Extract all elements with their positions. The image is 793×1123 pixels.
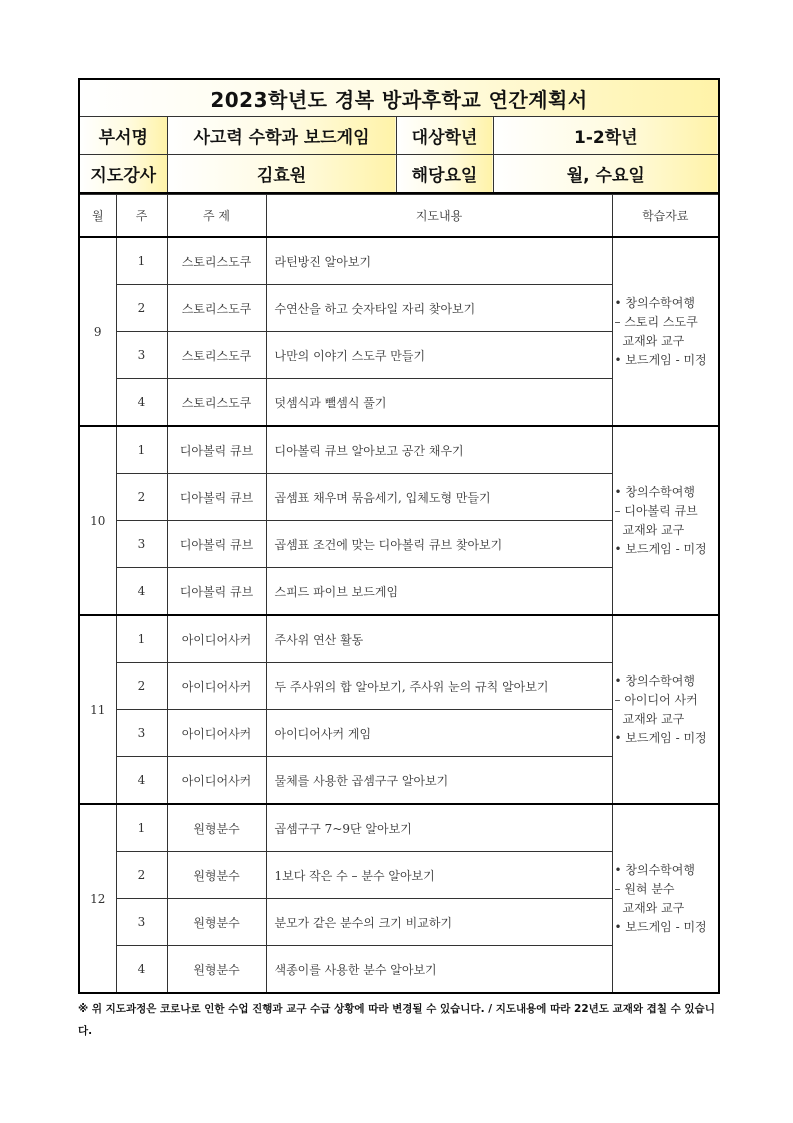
column-header-row: [79, 195, 719, 238]
department-value: 사고력 수학과 보드게임: [167, 117, 396, 155]
materials-line: • 보드게임 - 미정: [614, 919, 707, 934]
col-header-content: 지도내용: [266, 195, 612, 238]
week-cell: 2: [116, 852, 167, 899]
week-cell: 1: [116, 237, 167, 285]
col-header-month: 월: [79, 195, 116, 238]
content-cell: 두 주사위의 합 알아보기, 주사위 눈의 규칙 알아보기: [266, 663, 612, 710]
week-cell: 3: [116, 710, 167, 757]
content-cell: 곱셈표 조건에 맞는 디아볼릭 큐브 찾아보기: [266, 521, 612, 568]
department-label: 부서명: [79, 117, 167, 155]
schedule-table: [78, 194, 720, 994]
week-cell: 2: [116, 663, 167, 710]
month-cell: 9: [79, 237, 116, 426]
materials-line: – 아이디어 사커: [614, 692, 698, 707]
topic-cell: 스토리스도쿠: [167, 237, 266, 285]
month-cell: 12: [79, 804, 116, 993]
document-title: 2023학년도 경복 방과후학교 연간계획서: [79, 79, 719, 117]
materials-line: 교재와 교구: [622, 900, 685, 915]
week-cell: 4: [116, 757, 167, 805]
materials-line: • 보드게임 - 미정: [614, 541, 707, 556]
materials-cell: [612, 237, 719, 426]
topic-cell: 원형분수: [167, 899, 266, 946]
instructor-label: 지도강사: [79, 155, 167, 194]
content-cell: 분모가 같은 분수의 크기 비교하기: [266, 899, 612, 946]
topic-cell: 원형분수: [167, 852, 266, 899]
materials-line: • 보드게임 - 미정: [614, 730, 707, 745]
content-cell: 아이디어사커 게임: [266, 710, 612, 757]
col-header-week: 주: [116, 195, 167, 238]
week-cell: 1: [116, 804, 167, 852]
week-cell: 3: [116, 332, 167, 379]
topic-cell: 디아볼릭 큐브: [167, 568, 266, 616]
table-row: [79, 615, 719, 663]
col-header-materials: 학습자료: [612, 195, 719, 238]
week-cell: 4: [116, 568, 167, 616]
grade-value: 1-2학년: [493, 117, 719, 155]
week-cell: 3: [116, 899, 167, 946]
header-table: [78, 78, 720, 194]
materials-line: – 스토리 스도쿠: [614, 314, 698, 329]
content-cell: 디아볼릭 큐브 알아보고 공간 채우기: [266, 426, 612, 474]
content-cell: 곱셈표 채우며 묶음세기, 입체도형 만들기: [266, 474, 612, 521]
materials-line: • 창의수학여행: [614, 295, 695, 310]
footnote: ※ 위 지도과정은 코로나로 인한 수업 진행과 교구 수급 상황에 따라 변경될 수 있습니다. / 지도내용에 따라 22년도 교재와 겹칠 수 있습니다.: [78, 1003, 715, 1037]
content-cell: 스피드 파이브 보드게임: [266, 568, 612, 616]
week-cell: 2: [116, 474, 167, 521]
week-cell: 1: [116, 426, 167, 474]
content-cell: 색종이를 사용한 분수 알아보기: [266, 946, 612, 994]
topic-cell: 디아볼릭 큐브: [167, 426, 266, 474]
month-cell: 11: [79, 615, 116, 804]
content-cell: 주사위 연산 활동: [266, 615, 612, 663]
table-row: [79, 426, 719, 474]
topic-cell: 아이디어사커: [167, 663, 266, 710]
content-cell: 수연산을 하고 숫자타일 자리 찾아보기: [266, 285, 612, 332]
week-cell: 1: [116, 615, 167, 663]
materials-line: • 창의수학여행: [614, 484, 695, 499]
table-row: [79, 804, 719, 852]
topic-cell: 원형분수: [167, 946, 266, 994]
col-header-topic: 주 제: [167, 195, 266, 238]
week-cell: 4: [116, 946, 167, 994]
topic-cell: 원형분수: [167, 804, 266, 852]
week-cell: 3: [116, 521, 167, 568]
grade-label: 대상학년: [396, 117, 493, 155]
materials-line: – 디아볼릭 큐브: [614, 503, 698, 518]
topic-cell: 디아볼릭 큐브: [167, 474, 266, 521]
content-cell: 덧셈식과 뺄셈식 풀기: [266, 379, 612, 427]
day-value: 월, 수요일: [493, 155, 719, 194]
materials-cell: [612, 804, 719, 993]
content-cell: 곱셈구구 7~9단 알아보기: [266, 804, 612, 852]
topic-cell: 아이디어사커: [167, 710, 266, 757]
topic-cell: 아이디어사커: [167, 615, 266, 663]
annual-plan-document: [78, 78, 718, 994]
materials-line: • 창의수학여행: [614, 862, 695, 877]
materials-cell: [612, 615, 719, 804]
content-cell: 라틴방진 알아보기: [266, 237, 612, 285]
materials-line: 교재와 교구: [622, 711, 685, 726]
topic-cell: 아이디어사커: [167, 757, 266, 805]
content-cell: 1보다 작은 수 – 분수 알아보기: [266, 852, 612, 899]
materials-line: 교재와 교구: [622, 522, 685, 537]
materials-line: • 보드게임 - 미정: [614, 352, 707, 367]
topic-cell: 스토리스도쿠: [167, 285, 266, 332]
content-cell: 물체를 사용한 곱셈구구 알아보기: [266, 757, 612, 805]
materials-line: 교재와 교구: [622, 333, 685, 348]
materials-cell: [612, 426, 719, 615]
table-row: [79, 237, 719, 285]
materials-line: – 원혀 분수: [614, 881, 675, 896]
content-cell: 나만의 이야기 스도쿠 만들기: [266, 332, 612, 379]
instructor-value: 김효원: [167, 155, 396, 194]
week-cell: 4: [116, 379, 167, 427]
topic-cell: 디아볼릭 큐브: [167, 521, 266, 568]
topic-cell: 스토리스도쿠: [167, 379, 266, 427]
week-cell: 2: [116, 285, 167, 332]
materials-line: • 창의수학여행: [614, 673, 695, 688]
day-label: 해당요일: [396, 155, 493, 194]
topic-cell: 스토리스도쿠: [167, 332, 266, 379]
month-cell: 10: [79, 426, 116, 615]
